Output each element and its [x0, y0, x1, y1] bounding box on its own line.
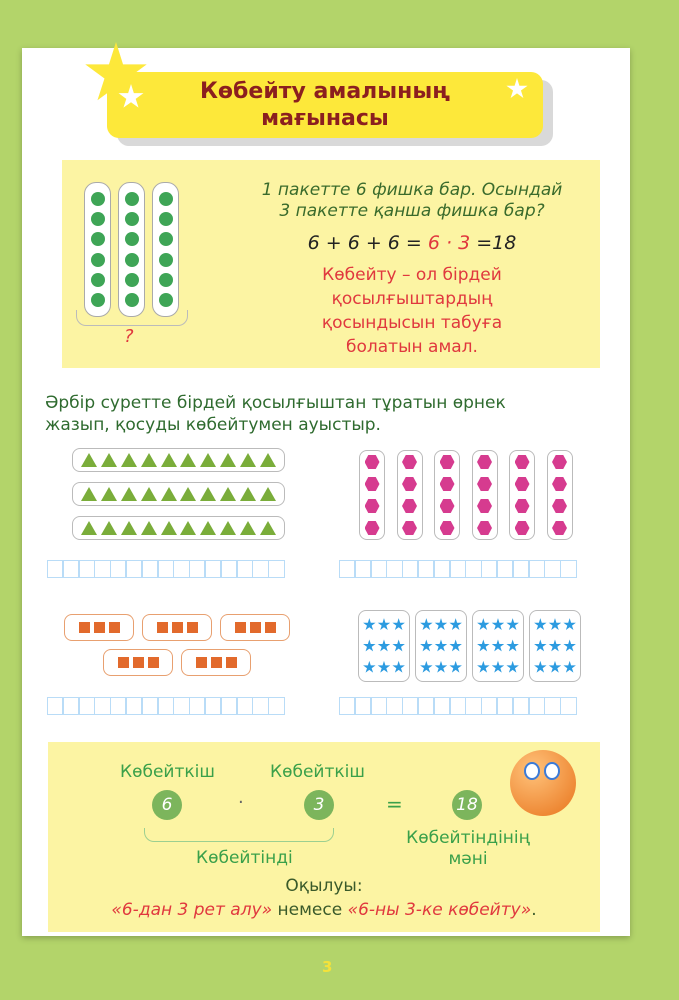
answer-cell[interactable]: [236, 560, 253, 578]
answer-cell[interactable]: [544, 697, 561, 715]
triangle: [260, 487, 276, 501]
square-group: [64, 614, 134, 641]
triangle: [240, 521, 256, 535]
chip: [125, 253, 139, 267]
answer-cell[interactable]: [47, 697, 64, 715]
star-icon: [377, 618, 390, 631]
triangle: [121, 453, 137, 467]
triangle: [81, 521, 97, 535]
definition-line: қосындысын табуға: [321, 313, 503, 333]
answer-cell[interactable]: [173, 697, 190, 715]
answer-cell[interactable]: [560, 560, 577, 578]
answer-cell[interactable]: [94, 697, 111, 715]
hexagon-column: [359, 450, 385, 540]
star-icon: [534, 661, 547, 674]
answer-cell[interactable]: [189, 697, 206, 715]
answer-cell[interactable]: [125, 697, 142, 715]
triangle: [220, 487, 236, 501]
hexagon: [365, 455, 380, 469]
factor1-label: Көбейткіш: [120, 762, 215, 782]
star-group: [529, 610, 581, 682]
hexagon: [440, 477, 455, 491]
hexagon: [402, 521, 417, 535]
answer-cell[interactable]: [110, 560, 127, 578]
result-label-line: мәні: [448, 849, 488, 869]
answer-cell[interactable]: [386, 560, 403, 578]
equation-result: =18: [476, 232, 517, 254]
star-icon: [392, 639, 405, 652]
triangle: [101, 487, 117, 501]
chip: [91, 232, 105, 246]
square: [157, 622, 168, 633]
square: [211, 657, 222, 668]
chip: [125, 192, 139, 206]
star-icon: [491, 661, 504, 674]
star-icon: [548, 661, 561, 674]
answer-cell[interactable]: [417, 697, 434, 715]
hexagon: [440, 499, 455, 513]
answer-cell[interactable]: [110, 697, 127, 715]
answer-cell[interactable]: [252, 560, 269, 578]
reading-option1: «6-дан 3 рет алу»: [111, 900, 273, 920]
star-icon: [377, 661, 390, 674]
hexagon: [515, 499, 530, 513]
triangle: [101, 453, 117, 467]
answer-cell[interactable]: [189, 560, 206, 578]
exercise-instruction: [45, 392, 585, 436]
star-icon: [563, 618, 576, 631]
triangle: [180, 453, 196, 467]
hexagon: [402, 477, 417, 491]
answer-cell[interactable]: [62, 560, 79, 578]
star-icon: [506, 618, 519, 631]
answer-cell[interactable]: [496, 697, 513, 715]
hexagon: [440, 455, 455, 469]
answer-cell[interactable]: [465, 697, 482, 715]
hexagon: [515, 455, 530, 469]
square: [79, 622, 90, 633]
answer-cell[interactable]: [157, 697, 174, 715]
reading-end: .: [531, 900, 537, 920]
square: [196, 657, 207, 668]
triangle: [161, 487, 177, 501]
triangle: [220, 453, 236, 467]
definition-line: қосылғыштардың: [331, 289, 493, 309]
title-line2: мағынасы: [261, 106, 389, 131]
hexagon: [477, 521, 492, 535]
answer-cell[interactable]: [481, 560, 498, 578]
hexagon: [552, 521, 567, 535]
triangle: [220, 521, 236, 535]
square-group: [220, 614, 290, 641]
triangle: [81, 487, 97, 501]
brace-question: ?: [124, 326, 134, 347]
answer-cell[interactable]: [512, 697, 529, 715]
answer-cell[interactable]: [370, 697, 387, 715]
chip: [159, 293, 173, 307]
equation: [232, 232, 592, 254]
result-label: [398, 828, 538, 870]
triangle: [141, 521, 157, 535]
star-icon: [534, 639, 547, 652]
star-icon: [392, 661, 405, 674]
chip: [125, 273, 139, 287]
hexagon: [552, 455, 567, 469]
reading-text: [48, 900, 600, 920]
answer-cell[interactable]: [78, 560, 95, 578]
task-question: [232, 180, 592, 222]
mascot-eye: [524, 762, 540, 780]
triangle-row: [72, 516, 285, 540]
triangle: [240, 453, 256, 467]
triangle: [121, 521, 137, 535]
star-icon: [420, 639, 433, 652]
star-icon: [434, 639, 447, 652]
star-group: [472, 610, 524, 682]
triangle: [161, 453, 177, 467]
reading-or: немесе: [272, 900, 348, 920]
hexagon: [440, 521, 455, 535]
triangle: [101, 521, 117, 535]
star-icon: [449, 618, 462, 631]
result-label-line: Көбейтіндінің: [406, 828, 530, 848]
square: [187, 622, 198, 633]
triangle: [121, 487, 137, 501]
triangle: [240, 487, 256, 501]
square: [94, 622, 105, 633]
intro-box: [62, 160, 600, 368]
triangle: [180, 521, 196, 535]
chip: [159, 273, 173, 287]
hexagon-column: [472, 450, 498, 540]
square-group: [181, 649, 251, 676]
star-icon: [477, 661, 490, 674]
hexagon-column: [397, 450, 423, 540]
equation-sum: 6 + 6 + 6 =: [307, 232, 422, 254]
answer-cell[interactable]: [354, 560, 371, 578]
multiply-dot: ·: [238, 792, 244, 813]
triangle: [141, 453, 157, 467]
answer-grid[interactable]: [340, 697, 577, 715]
star-icon: [434, 618, 447, 631]
square: [118, 657, 129, 668]
hexagon: [365, 499, 380, 513]
hexagon: [365, 521, 380, 535]
mascot-character: [510, 750, 576, 816]
chip: [91, 192, 105, 206]
triangle: [200, 521, 216, 535]
answer-cell[interactable]: [141, 697, 158, 715]
answer-grid[interactable]: [48, 560, 285, 578]
star-icon: [563, 661, 576, 674]
reading-option2: «6-ны 3-ке көбейту»: [347, 900, 532, 920]
definition-line: Көбейту – ол бірдей: [322, 265, 502, 285]
mascot-eye: [544, 762, 560, 780]
star-icon: [506, 661, 519, 674]
answer-grid[interactable]: [340, 560, 577, 578]
triangle-row: [72, 448, 285, 472]
answer-cell[interactable]: [528, 697, 545, 715]
hexagon: [402, 455, 417, 469]
chip: [91, 273, 105, 287]
star-icon: [434, 661, 447, 674]
answer-cell[interactable]: [125, 560, 142, 578]
answer-cell[interactable]: [339, 560, 356, 578]
chip: [159, 253, 173, 267]
title-line1: Көбейту амалының: [199, 79, 451, 104]
star-group: [415, 610, 467, 682]
star-icon: [491, 639, 504, 652]
answer-cell[interactable]: [252, 697, 269, 715]
answer-cell[interactable]: [220, 560, 237, 578]
hexagon-column: [509, 450, 535, 540]
reading-label: Оқылуы:: [285, 876, 363, 896]
star-icon: [449, 661, 462, 674]
answer-cell[interactable]: [417, 560, 434, 578]
answer-cell[interactable]: [560, 697, 577, 715]
answer-cell[interactable]: [370, 560, 387, 578]
star-icon: [363, 618, 376, 631]
hexagon: [515, 521, 530, 535]
result-circle: 18: [452, 790, 482, 820]
factor2-label: Көбейткіш: [270, 762, 365, 782]
equals-sign: =: [386, 792, 403, 816]
hexagon: [365, 477, 380, 491]
factor1-circle: 6: [152, 790, 182, 820]
answer-cell[interactable]: [204, 560, 221, 578]
chip-packet: [84, 182, 111, 317]
star-icon: [363, 639, 376, 652]
answer-cell[interactable]: [465, 560, 482, 578]
answer-cell[interactable]: [268, 560, 285, 578]
instruction-line: Әрбір суретте бірдей қосылғыштан тұратын өрнек: [45, 393, 506, 413]
chip: [91, 253, 105, 267]
chip: [91, 212, 105, 226]
question-line: 3 пакетте қанша фишка бар?: [279, 201, 545, 221]
star-icon: [563, 639, 576, 652]
chip: [159, 192, 173, 206]
triangle: [141, 487, 157, 501]
chip: [91, 293, 105, 307]
hexagon: [515, 477, 530, 491]
page-title: [107, 72, 543, 138]
answer-cell[interactable]: [481, 697, 498, 715]
triangle-row: [72, 482, 285, 506]
triangle: [200, 487, 216, 501]
triangle: [260, 521, 276, 535]
hexagon: [477, 455, 492, 469]
chip: [125, 212, 139, 226]
square: [226, 657, 237, 668]
definition-line: болатын амал.: [346, 337, 478, 357]
hexagon: [477, 477, 492, 491]
triangle: [161, 521, 177, 535]
answer-cell[interactable]: [268, 697, 285, 715]
answer-cell[interactable]: [544, 560, 561, 578]
hexagon-column: [547, 450, 573, 540]
star-icon: [506, 639, 519, 652]
answer-cell[interactable]: [94, 560, 111, 578]
star-icon: [548, 639, 561, 652]
answer-cell[interactable]: [173, 560, 190, 578]
hexagon-column: [434, 450, 460, 540]
answer-cell[interactable]: [433, 560, 450, 578]
answer-cell[interactable]: [204, 697, 221, 715]
square: [235, 622, 246, 633]
chip: [159, 232, 173, 246]
answer-cell[interactable]: [528, 560, 545, 578]
star-icon: [377, 639, 390, 652]
instruction-line: жазып, қосуды көбейтумен ауыстыр.: [45, 415, 381, 435]
brace: [76, 310, 188, 326]
answer-cell[interactable]: [402, 560, 419, 578]
answer-cell[interactable]: [47, 560, 64, 578]
star-icon: [477, 639, 490, 652]
star-icon: [420, 618, 433, 631]
square: [172, 622, 183, 633]
hexagon: [477, 499, 492, 513]
answer-cell[interactable]: [496, 560, 513, 578]
square: [133, 657, 144, 668]
answer-cell[interactable]: [157, 560, 174, 578]
square: [109, 622, 120, 633]
chip: [125, 232, 139, 246]
star-icon: [420, 661, 433, 674]
answer-cell[interactable]: [236, 697, 253, 715]
chip: [125, 293, 139, 307]
square: [250, 622, 261, 633]
hexagon: [552, 499, 567, 513]
answer-cell[interactable]: [512, 560, 529, 578]
star-group: [358, 610, 410, 682]
answer-cell[interactable]: [433, 697, 450, 715]
star-icon: [392, 618, 405, 631]
star-icon: [449, 639, 462, 652]
star-icon: [477, 618, 490, 631]
star-icon: [548, 618, 561, 631]
star-icon: [491, 618, 504, 631]
answer-cell[interactable]: [449, 560, 466, 578]
chip: [159, 212, 173, 226]
square: [265, 622, 276, 633]
triangle: [260, 453, 276, 467]
definition: [232, 263, 592, 359]
answer-cell[interactable]: [339, 697, 356, 715]
hexagon: [402, 499, 417, 513]
answer-cell[interactable]: [141, 560, 158, 578]
square-group: [142, 614, 212, 641]
factor2-circle: 3: [304, 790, 334, 820]
product-label: Көбейтінді: [196, 848, 293, 868]
question-line: 1 пакетте 6 фишка бар. Осындай: [261, 180, 563, 200]
answer-cell[interactable]: [449, 697, 466, 715]
triangle: [180, 487, 196, 501]
answer-cell[interactable]: [402, 697, 419, 715]
chip-packet: [152, 182, 179, 317]
brace: [144, 828, 334, 842]
answer-cell[interactable]: [386, 697, 403, 715]
star-icon: [363, 661, 376, 674]
triangle: [200, 453, 216, 467]
square-group: [103, 649, 173, 676]
answer-grid[interactable]: [48, 697, 285, 715]
answer-cell[interactable]: [220, 697, 237, 715]
equation-product: 6 · 3: [427, 232, 471, 254]
answer-cell[interactable]: [78, 697, 95, 715]
triangle: [81, 453, 97, 467]
hexagon: [552, 477, 567, 491]
chip-packet: [118, 182, 145, 317]
page-number: 3: [322, 958, 333, 976]
answer-cell[interactable]: [354, 697, 371, 715]
square: [148, 657, 159, 668]
answer-cell[interactable]: [62, 697, 79, 715]
star-icon: [534, 618, 547, 631]
